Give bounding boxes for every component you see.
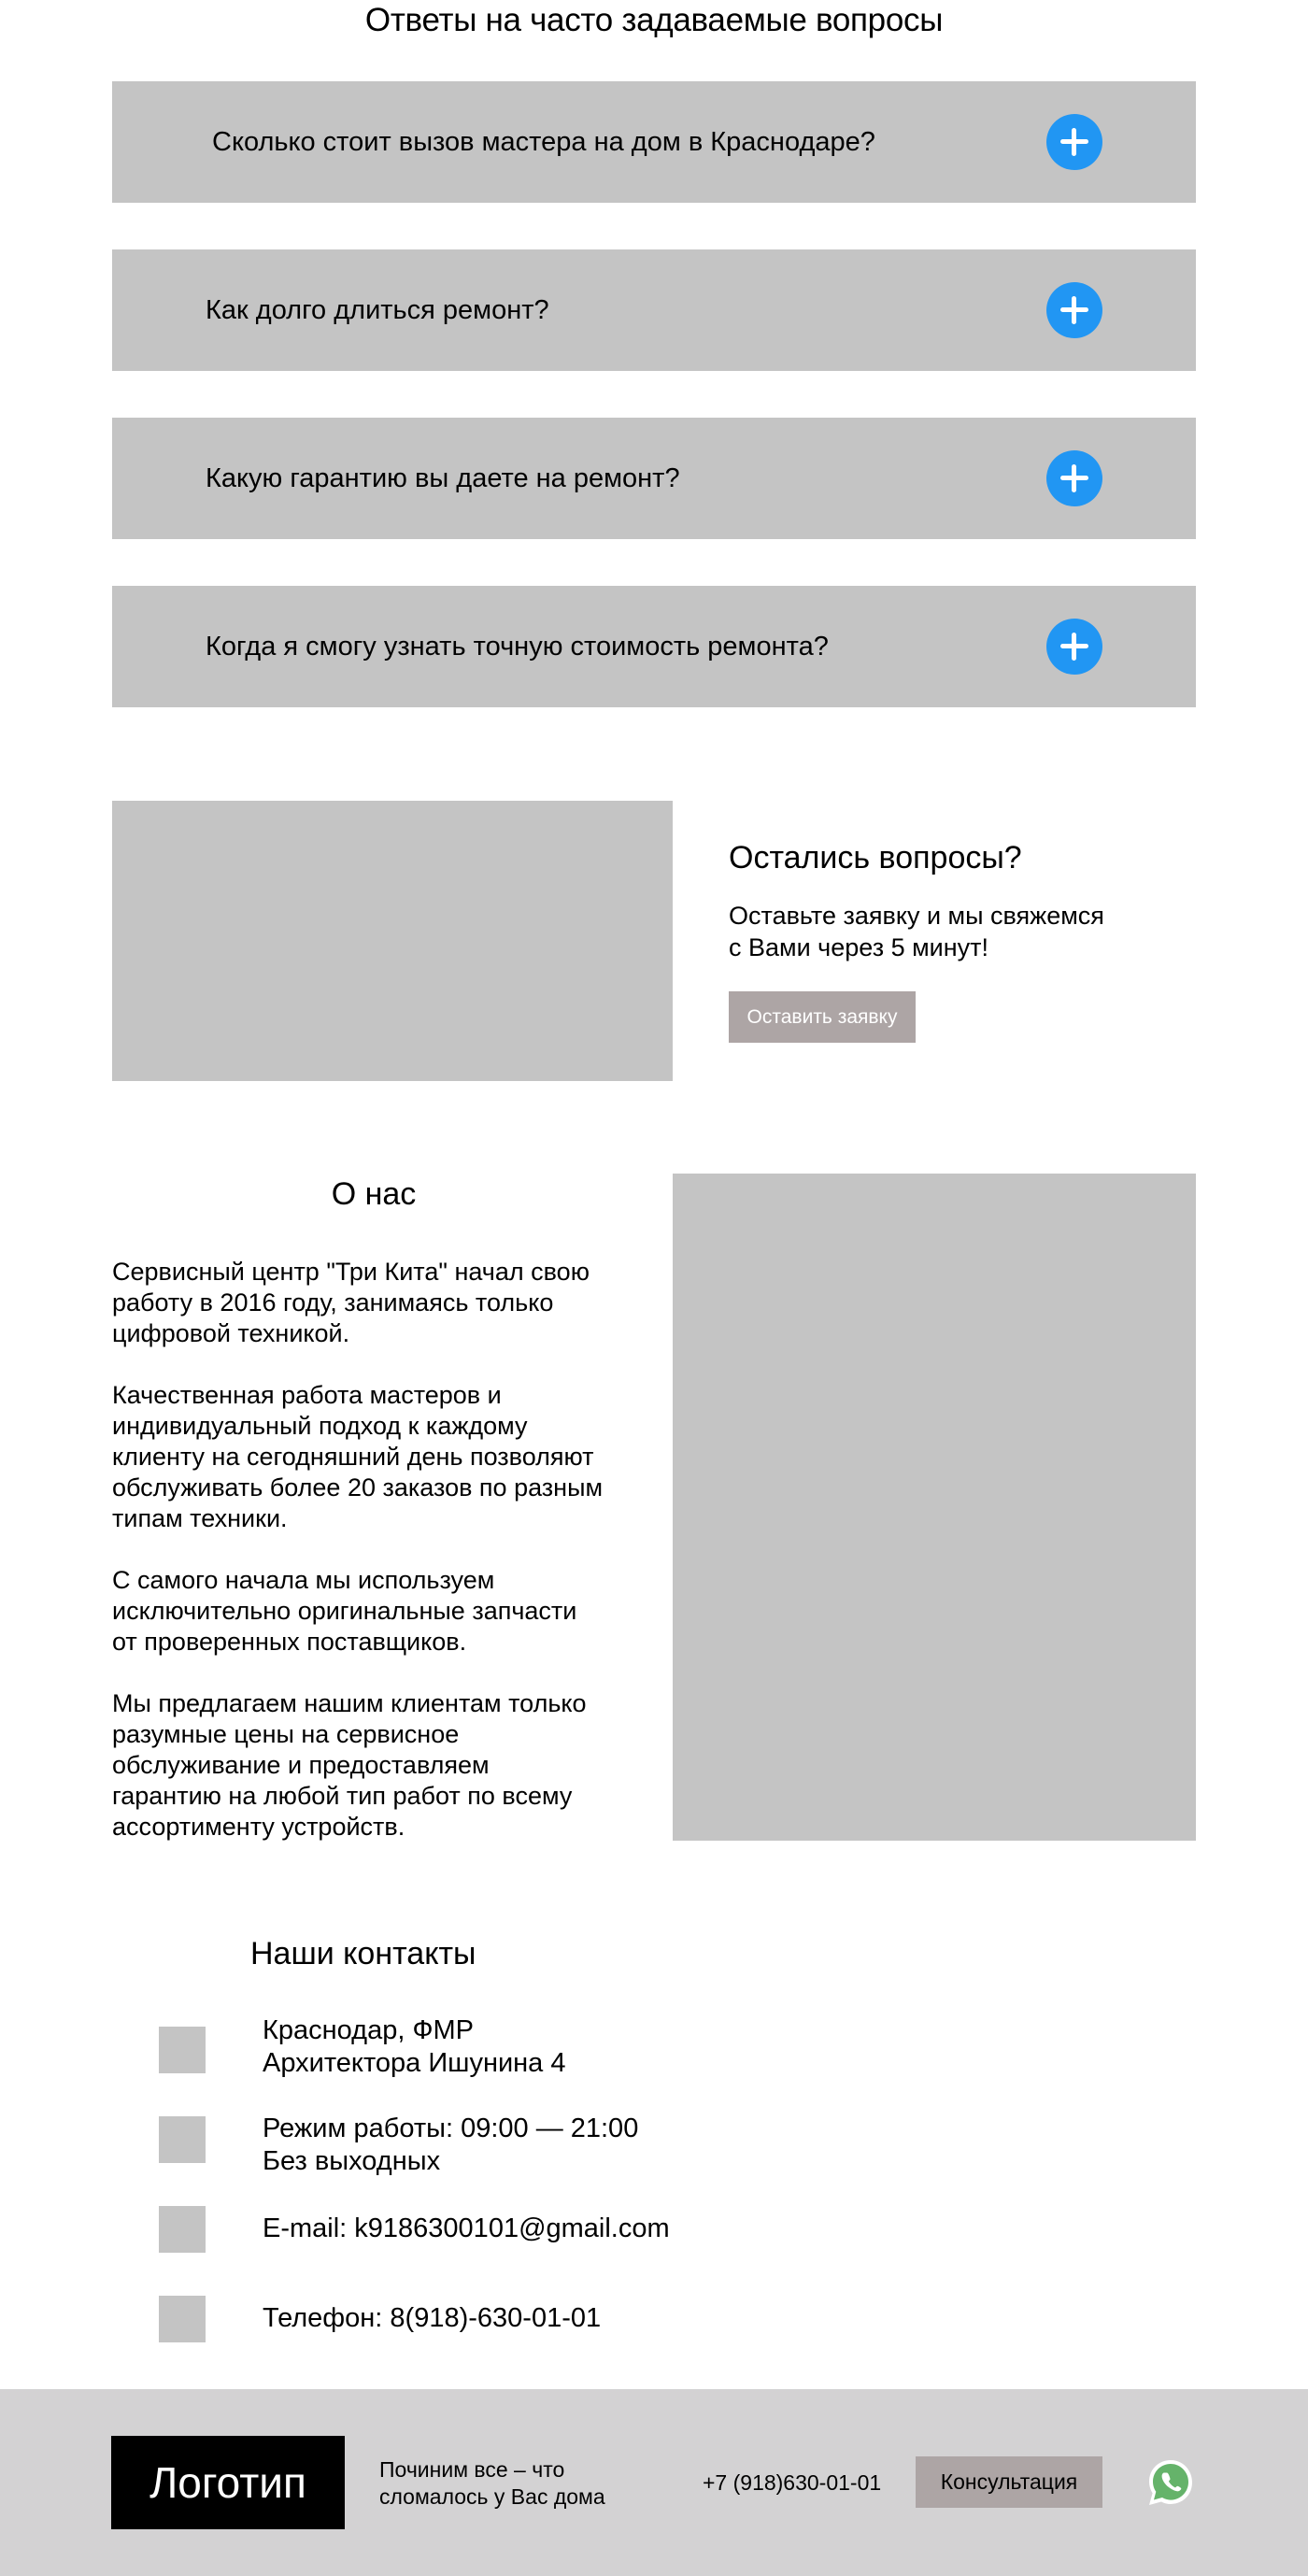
text-line: цифровой техникой.	[112, 1319, 350, 1347]
text-line: Режим работы: 09:00 — 21:00	[263, 2113, 639, 2143]
text-line: сломалось у Вас дома	[379, 2484, 605, 2509]
logo[interactable]: Логотип	[111, 2436, 345, 2529]
whatsapp-icon[interactable]	[1145, 2456, 1196, 2509]
footer	[0, 2389, 1308, 2576]
text-line: работу в 2016 году, занимаясь только	[112, 1288, 554, 1316]
about-image-placeholder	[673, 1174, 1196, 1841]
text-line: индивидуальный подход к каждому	[112, 1412, 528, 1440]
plus-circle-icon[interactable]	[1046, 282, 1102, 338]
faq-question: Когда я смогу узнать точную стоимость ремонта?	[206, 632, 829, 662]
cta-text-line2: с Вами через 5 минут!	[729, 933, 989, 961]
text-line: Архитектора Ишунина 4	[263, 2048, 566, 2078]
text-line: обслуживание и предоставляем	[112, 1751, 490, 1779]
footer-phone[interactable]: +7 (918)630-01-01	[703, 2470, 882, 2495]
about-paragraph	[112, 1688, 587, 1843]
contact-email[interactable]: E-mail: k9186300101@gmail.com	[263, 2213, 670, 2243]
faq-item[interactable]	[112, 586, 1196, 707]
about-title: О нас	[331, 1176, 417, 1212]
text-line: исключительно оригинальные запчасти	[112, 1597, 577, 1625]
phone-icon	[159, 2296, 206, 2342]
plus-circle-icon[interactable]	[1046, 619, 1102, 675]
faq-item[interactable]	[112, 249, 1196, 371]
text-line: С самого начала мы используем	[112, 1566, 495, 1594]
footer-tagline	[379, 2456, 605, 2511]
consultation-button[interactable]: Консультация	[916, 2456, 1102, 2508]
text-line: Качественная работа мастеров и	[112, 1381, 502, 1409]
location-icon	[159, 2027, 206, 2073]
cta-text-line1: Оставьте заявку и мы свяжемся	[729, 902, 1104, 930]
cta-title: Остались вопросы?	[729, 840, 1022, 875]
faq-question: Как долго длиться ремонт?	[206, 295, 549, 325]
image-placeholder	[112, 801, 673, 1081]
faq-item[interactable]	[112, 418, 1196, 539]
about-paragraph	[112, 1257, 590, 1349]
about-paragraph	[112, 1565, 576, 1658]
about-paragraph	[112, 1380, 603, 1534]
text-line: гарантию на любой тип работ по всему	[112, 1782, 573, 1810]
email-icon	[159, 2206, 206, 2253]
faq-item[interactable]	[112, 81, 1196, 203]
contacts-title: Наши контакты	[250, 1936, 476, 1971]
text-line: Без выходных	[263, 2146, 441, 2176]
plus-circle-icon[interactable]	[1046, 450, 1102, 506]
faq-title: Ответы на часто задаваемые вопросы	[364, 2, 944, 38]
text-line: разумные цены на сервисное	[112, 1720, 460, 1748]
text-line: ассортименту устройств.	[112, 1813, 405, 1841]
faq-question: Сколько стоит вызов мастера на дом в Краснодаре?	[212, 127, 875, 157]
text-line: типам техники.	[112, 1504, 288, 1532]
contact-hours	[263, 2113, 638, 2178]
text-line: Сервисный центр "Три Кита" начал свою	[112, 1258, 590, 1286]
text-line: клиенту на сегодняшний день позволяют	[112, 1443, 594, 1471]
text-line: обслуживать более 20 заказов по разным	[112, 1473, 604, 1501]
text-line: Мы предлагаем нашим клиентам только	[112, 1689, 587, 1717]
text-line: Починим все – что	[379, 2457, 565, 2482]
contact-phone[interactable]: Телефон: 8(918)-630-01-01	[263, 2303, 602, 2333]
clock-icon	[159, 2116, 206, 2163]
text-line: от проверенных поставщиков.	[112, 1628, 467, 1656]
contact-address	[263, 2014, 566, 2080]
plus-circle-icon[interactable]	[1046, 114, 1102, 170]
leave-request-button[interactable]: Оставить заявку	[729, 991, 916, 1043]
faq-question: Какую гарантию вы даете на ремонт?	[206, 463, 680, 493]
text-line: Краснодар, ФМР	[263, 2015, 474, 2045]
